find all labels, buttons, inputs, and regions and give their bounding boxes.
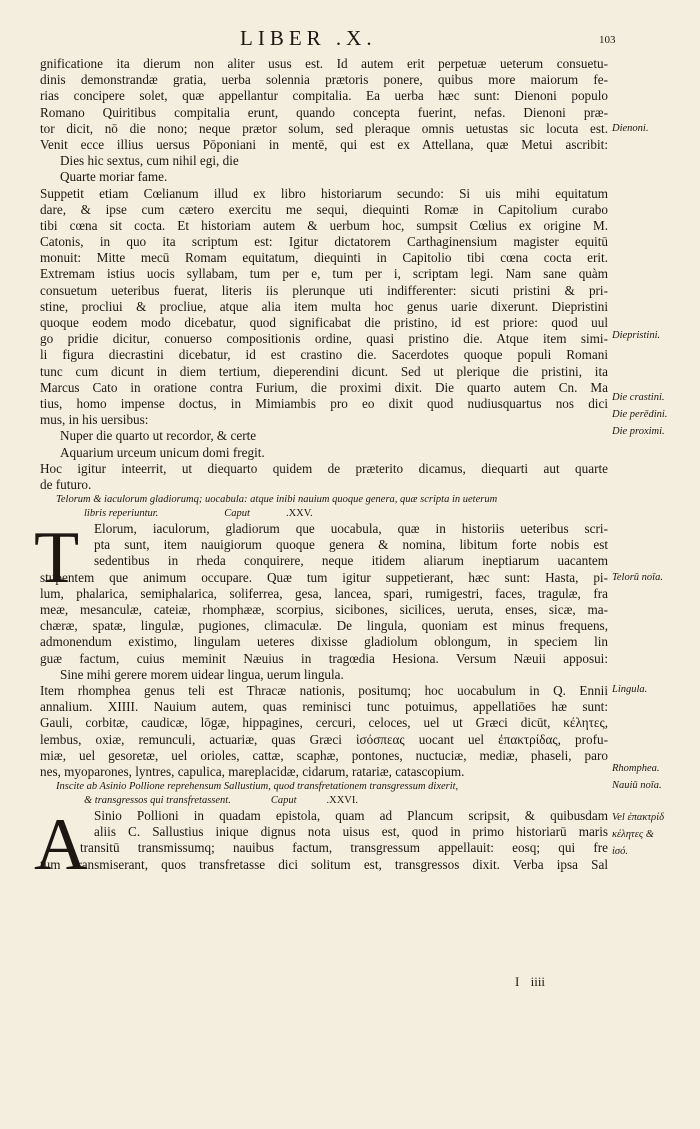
chapter-heading-cont (40, 507, 608, 521)
chapter-heading: Telorum & iaculorum gladiorumq; uocabula: atque inibi nauium quoque genera, quæ scripta in ueterum (56, 494, 498, 506)
text-line: Gauli, corbitæ, caudicæ, lōgæ, hippagines, cercuri, celoces, uel ut Græci dicūt, κέλητες, (40, 715, 608, 731)
text-line: dinis demonstrandæ gratia, uerba solennia prætoris ponere, quibus more maiorum fe- (40, 72, 608, 88)
text-line: pta sunt, item nauigiorum quoque genera & nomina, libitum forte nobis est (94, 537, 608, 553)
margin-note: ἱσό. (612, 846, 628, 857)
text-line: Sinio Pollioni in quadam epistola, quam ad Plancum scripsit, & quibusdam (94, 808, 608, 824)
signature-number: iiii (530, 974, 546, 989)
text-line: Romano Quiritibus compitalia erunt, quando concepta fuerint, nefas. Dienoni præ- (40, 104, 608, 120)
margin-note: Die proximi. (612, 426, 665, 437)
text-line: Marcus Cato in oratione contra Furium, die proximi dixit. Die quarto autem Cn. Ma (40, 379, 608, 395)
text-line: lum, phalarica, semiphalarica, soliferrea, gesa, lancea, spari, rumigestri, faces, tragulæ, fra (40, 585, 608, 601)
margin-note: Die crastini. (612, 392, 665, 403)
text-line: miæ, uel gesoretæ, uel orioles, cattæ, scaphæ, pontones, nuctuciæ, mediæ, phaseli, paro (40, 747, 608, 763)
text-line: sedentibus in rheda conquirere, neque itidem aliarum ineptiarum uacantem (94, 553, 608, 569)
margin-notes (612, 0, 700, 1129)
text-line: stine, procliui & procliue, atque alia item multa hoc genus uarie dixerunt. Diepristini (40, 298, 608, 314)
margin-note: Lingula. (612, 684, 648, 695)
text-line: chæræ, spatæ, lingulæ, pugiones, climaculæ. De lingula, quoniam est minus frequens, (40, 618, 608, 634)
text-line: li figura diecrastini dicebatur, id est crastino die. Sacerdotes quoque populi Romani (40, 347, 608, 363)
margin-note: Telorū noīa. (612, 572, 663, 583)
margin-note: Dienoni. (612, 123, 649, 134)
text-line: de futuro. (40, 476, 92, 492)
verse-line: Nuper die quarto ut recordor, & certe (60, 428, 257, 444)
chapter-heading-text: & transgressos qui transfretassent. (84, 795, 231, 807)
margin-note: Rhomphea. (612, 763, 660, 774)
text-line: nes, myoparones, lyntres, capulica, mareplacidæ, cidarum, ratariæ, catascopium. (40, 763, 465, 779)
text-line: dare, & ipse cum cætero exercitu me sequi, diequinti Romæ in Capitolium curabo (40, 201, 608, 217)
text-line: monuit: Mitte mecū Romam equitatum, diequinti in Capitolio tibi cœna cocta erit. (40, 250, 608, 266)
text-line: guæ factum, cuius meminit Næuius in tragœdia Hesiona. Versum Næuii apposui: (40, 650, 608, 666)
text-line: transitū transmissumq; nauibus factum, transgressum appellauit: eosq; qui fre (80, 840, 608, 856)
verse-line: Aquarium urceum unicum domi fregit. (60, 444, 265, 460)
text-line: tor dicit, nō die nono; neque prætor solum, sed pleraque omnis uetustas sic locuta est. (40, 120, 608, 136)
catchword-signature (515, 974, 553, 990)
text-line: meæ, mesanculæ, cateiæ, rhomphææ, scorpius, sicibones, sicilices, ueruta, enses, sicæ, ma- (40, 602, 608, 617)
text-line: Catonis, in quo ita scriptum est: Igitur dictatorem Carthaginensium magister equitū (40, 234, 608, 250)
text-line: tius, homo impense doctus, in Mimiambis pro eo dixit quod nudiusquartus nos dici (40, 395, 608, 411)
text-line: stupentem que animum occupare. Quæ tum igitur suppetierant, hæc sunt: Hasta, pi- (40, 569, 608, 585)
text-line: tibi cœna sit cocta. Et historiam autem & uerbum hoc, sumpsit Cœlius ex origine M. (40, 217, 608, 233)
text-line: Item rhomphea genus teli est Thracæ nationis, positumq; hoc uocabulum in Q. Ennii (40, 682, 608, 698)
margin-note: Diepristini. (612, 330, 661, 341)
text-line: lembus, oxiæ, remunculi, actuariæ, quas Græci ἱσόσπεας uocant uel ἐπακτρίδας, profu- (40, 731, 608, 747)
text-line: mus, in his uersibus: (40, 412, 149, 428)
margin-note: Nauiū noīa. (612, 780, 662, 791)
chapter-caput: Caput (224, 508, 250, 520)
drop-cap-letter: T (34, 517, 80, 600)
text-line: Extremam istius uocis syllabam, tum per e, tum per i, scriptam legi. Nam sane quàm (40, 266, 608, 282)
running-head (0, 26, 700, 50)
margin-note: κέλητες & (612, 829, 654, 840)
text-line: consuetum ueteribus fuerat, literis iis plerunque uti indifferenter: sicuti pristini & pri- (40, 282, 608, 298)
verse-line: Sine mihi gerere morem uidear lingua, uerum lingula. (60, 666, 344, 682)
text-line: Venit ecce illius uersus Pōponiani in mentē, qui est ex Attellana, quæ Metui ascribit: (40, 136, 608, 152)
text-line: Elorum, iaculorum, gladiorum que uocabula, quæ in historiis ueteribus scri- (94, 521, 608, 537)
text-line: go pridie dicitur, conuerso compositionis ordine, quasi pristino die. Atque item simi- (40, 331, 608, 347)
margin-note: Vel ἐπακτρίδ (612, 812, 664, 823)
chapter-caput: Caput (270, 795, 297, 807)
text-line: Suppetit etiam Cœlianum illud ex libro historiarum secundo: Si uis mihi equitatum (40, 185, 608, 201)
chapter-number: .XXV. (285, 508, 313, 520)
chapter-heading-cont (40, 794, 608, 808)
text-line: rias concipere solet, quæ appellantur compitalia. Ea uerba hæc sunt: Dienoni populo (40, 88, 608, 104)
text-line: aliis C. Sallustius inique dignus nota uisus est, quod in primo historiarū maris (94, 824, 608, 840)
main-text (34, 56, 608, 887)
verse-line: Quarte moriar fame. (60, 169, 168, 185)
text-line: gnificatione ita dierum non aliter usus est. Id autem erit perpetuæ ueterum consuetu- (40, 56, 608, 71)
chapter-heading: Inscite ab Asinio Pollione reprehensum Sallustium, quod transfretationem transgressum dixerit, (56, 781, 459, 793)
book-title: LIBER .X. (240, 26, 377, 50)
verse-line: Dies hic sextus, cum nihil egi, die (60, 153, 239, 169)
folio-number: 103 (599, 34, 616, 46)
text-line: tunc cum dicunt in diem tertium, dieperendini dicunt. Sed ut plerique die pristini, ita (40, 363, 608, 379)
text-line: annalium. XIIII. Nauium autem, quas reminisci tunc potuimus, appellatiōes hæ sunt: (40, 699, 608, 715)
chapter-number: .XXVI. (326, 795, 358, 807)
drop-cap-letter: A (34, 804, 88, 887)
text-line: tum transmiserant, quos transfretasse dici solitum est, transgressos dixit. Verba ipsa Sal (40, 856, 608, 872)
margin-note: Die perēdini. (612, 409, 668, 420)
chapter-heading-text: libris reperiuntur. (84, 508, 159, 520)
text-line: admonendum existimo, lingulam ueteres dixisse gladiolum oblongum, in speciem lin (40, 634, 608, 650)
text-line: quoque eodem modo dicebatur, quod significabat die pristino, id est priore: quod uul (40, 315, 608, 330)
signature-mark: I (515, 974, 520, 989)
text-line: Hoc igitur inteerrit, ut diequarto quidem de præterito dicamus, diequarti aut quarte (40, 460, 608, 476)
